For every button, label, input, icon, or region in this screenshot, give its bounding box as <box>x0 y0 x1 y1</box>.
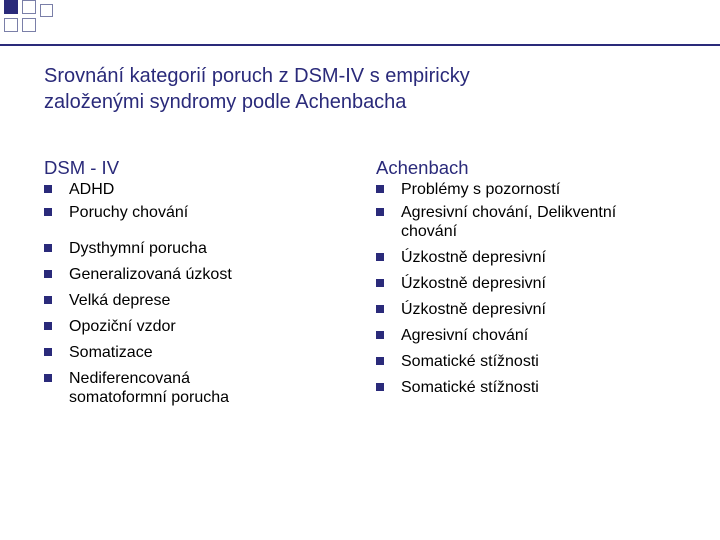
list-item: Úzkostně depresivní <box>376 248 696 267</box>
list-item: Agresivní chování, Delikventní chování <box>376 203 671 241</box>
bullet-icon <box>376 208 384 216</box>
achenbach-heading: Achenbach <box>376 157 469 178</box>
list-item: Problémy s pozorností <box>376 180 696 199</box>
deco-square <box>4 0 18 14</box>
dsm-heading: DSM - IV <box>44 157 120 178</box>
bullet-icon <box>44 374 52 382</box>
bullet-icon <box>44 322 52 330</box>
bullet-icon <box>44 208 52 216</box>
bullet-icon <box>44 185 52 193</box>
list-item: Poruchy chování <box>44 203 344 222</box>
slide-title <box>44 63 684 115</box>
list-item: Somatické stížnosti <box>376 378 696 397</box>
bullet-icon <box>44 270 52 278</box>
bullet-icon <box>44 348 52 356</box>
list-item: Úzkostně depresivní <box>376 274 696 293</box>
list-item: Somatické stížnosti <box>376 352 696 371</box>
list-item: Agresivní chování <box>376 326 696 345</box>
list-item: Nediferencovaná somatoformní porucha <box>44 369 289 407</box>
bullet-icon <box>376 383 384 391</box>
deco-square <box>22 0 36 14</box>
deco-square <box>40 4 53 17</box>
list-item: Somatizace <box>44 343 344 362</box>
list-item: Úzkostně depresivní <box>376 300 696 319</box>
deco-square <box>4 18 18 32</box>
list-item: Opoziční vzdor <box>44 317 344 336</box>
title-line: založenými syndromy podle Achenbacha <box>44 91 407 113</box>
title-line: Srovnání kategorií poruch z DSM-IV s empiricky <box>44 65 470 87</box>
bullet-icon <box>44 244 52 252</box>
bullet-icon <box>376 357 384 365</box>
achenbach-column <box>376 157 696 404</box>
bullet-icon <box>376 253 384 261</box>
list-item: ADHD <box>44 180 344 199</box>
bullet-icon <box>376 305 384 313</box>
list-item: Generalizovaná úzkost <box>44 265 344 284</box>
deco-square <box>22 18 36 32</box>
list-item: Velká deprese <box>44 291 344 310</box>
header-rule <box>0 44 720 46</box>
dsm-column <box>44 157 344 414</box>
bullet-icon <box>44 296 52 304</box>
bullet-icon <box>376 279 384 287</box>
bullet-icon <box>376 185 384 193</box>
bullet-icon <box>376 331 384 339</box>
list-item: Dysthymní porucha <box>44 239 344 258</box>
